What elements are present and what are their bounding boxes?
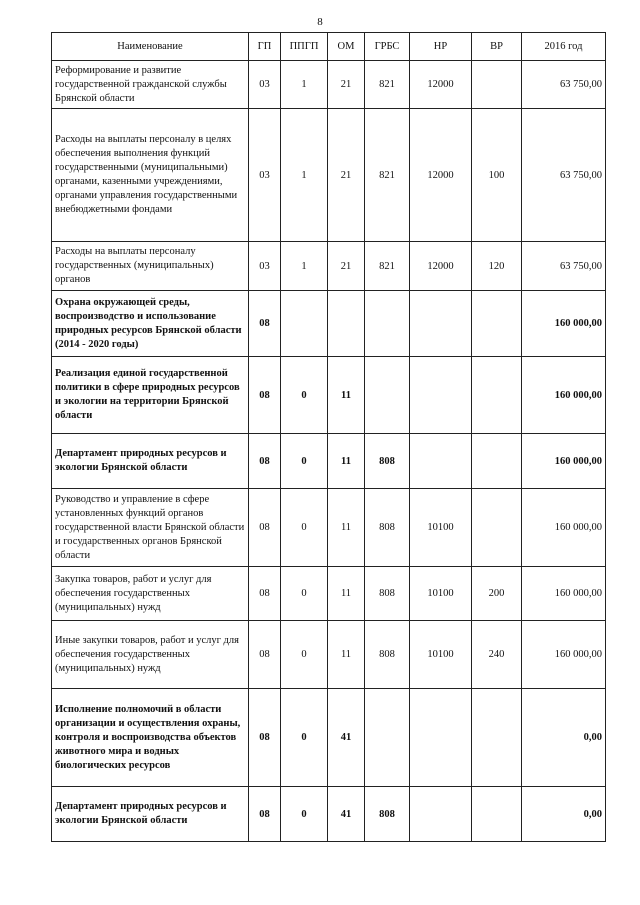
table-row bbox=[52, 242, 606, 291]
cell-vr bbox=[472, 61, 522, 109]
cell-amount: 160 000,00 bbox=[522, 489, 606, 567]
cell-gp: 08 bbox=[249, 787, 281, 842]
cell-ppgp: 0 bbox=[281, 621, 328, 689]
cell-nr: 12000 bbox=[410, 61, 472, 109]
cell-gp: 08 bbox=[249, 567, 281, 621]
cell-vr bbox=[472, 489, 522, 567]
cell-amount: 63 750,00 bbox=[522, 242, 606, 291]
cell-gp: 03 bbox=[249, 109, 281, 242]
cell-ppgp: 1 bbox=[281, 109, 328, 242]
cell-nr: 12000 bbox=[410, 109, 472, 242]
cell-grbs: 808 bbox=[365, 489, 410, 567]
table-row bbox=[52, 434, 606, 489]
cell-nr bbox=[410, 434, 472, 489]
table-row bbox=[52, 489, 606, 567]
cell-om: 41 bbox=[328, 787, 365, 842]
cell-om: 11 bbox=[328, 357, 365, 434]
table-row bbox=[52, 109, 606, 242]
header-year: 2016 год bbox=[522, 33, 606, 61]
cell-om: 21 bbox=[328, 109, 365, 242]
cell-name: Департамент природных ресурсов и экологии Брянской области bbox=[52, 434, 249, 489]
cell-name: Исполнение полномочий в области организации и осуществления охраны, контроля и воспроизводства объектов животного мира и водных биологических ресурсов bbox=[52, 689, 249, 787]
cell-name: Расходы на выплаты персоналу в целях обеспечения выполнения функций государственными (муниципальными) органами, казенными учреждениями, органами управления государственными внебюджетными фондами bbox=[52, 109, 249, 242]
table-row bbox=[52, 787, 606, 842]
cell-name: Иные закупки товаров, работ и услуг для обеспечения государственных (муниципальных) нужд bbox=[52, 621, 249, 689]
cell-name: Руководство и управление в сфере установленных функций органов государственной власти Брянской области и государственных органов Брянской области bbox=[52, 489, 249, 567]
cell-amount: 160 000,00 bbox=[522, 291, 606, 357]
cell-gp: 03 bbox=[249, 242, 281, 291]
cell-ppgp: 0 bbox=[281, 357, 328, 434]
cell-amount: 63 750,00 bbox=[522, 109, 606, 242]
cell-ppgp bbox=[281, 291, 328, 357]
cell-ppgp: 0 bbox=[281, 434, 328, 489]
cell-ppgp: 0 bbox=[281, 787, 328, 842]
cell-grbs: 821 bbox=[365, 242, 410, 291]
cell-gp: 08 bbox=[249, 291, 281, 357]
table-row bbox=[52, 689, 606, 787]
cell-amount: 0,00 bbox=[522, 689, 606, 787]
cell-nr bbox=[410, 357, 472, 434]
cell-om: 11 bbox=[328, 621, 365, 689]
cell-name: Расходы на выплаты персоналу государственных (муниципальных) органов bbox=[52, 242, 249, 291]
table-header-row bbox=[52, 33, 606, 61]
cell-amount: 160 000,00 bbox=[522, 357, 606, 434]
table-row bbox=[52, 567, 606, 621]
cell-name: Охрана окружающей среды, воспроизводство и использование природных ресурсов Брянской области (2014 - 2020 годы) bbox=[52, 291, 249, 357]
cell-name: Реформирование и развитие государственной гражданской службы Брянской области bbox=[52, 61, 249, 109]
header-nr: НР bbox=[410, 33, 472, 61]
header-ppgp: ППГП bbox=[281, 33, 328, 61]
budget-table bbox=[51, 32, 606, 842]
cell-grbs bbox=[365, 357, 410, 434]
cell-gp: 08 bbox=[249, 689, 281, 787]
cell-ppgp: 0 bbox=[281, 489, 328, 567]
cell-gp: 03 bbox=[249, 61, 281, 109]
cell-amount: 160 000,00 bbox=[522, 621, 606, 689]
table-row bbox=[52, 291, 606, 357]
cell-gp: 08 bbox=[249, 357, 281, 434]
cell-grbs: 808 bbox=[365, 567, 410, 621]
header-name: Наименование bbox=[52, 33, 249, 61]
cell-gp: 08 bbox=[249, 434, 281, 489]
cell-name: Реализация единой государственной политики в сфере природных ресурсов и экологии на территории Брянской области bbox=[52, 357, 249, 434]
cell-amount: 0,00 bbox=[522, 787, 606, 842]
cell-om bbox=[328, 291, 365, 357]
cell-vr: 120 bbox=[472, 242, 522, 291]
cell-nr: 10100 bbox=[410, 621, 472, 689]
header-grbs: ГРБС bbox=[365, 33, 410, 61]
cell-name: Департамент природных ресурсов и экологии Брянской области bbox=[52, 787, 249, 842]
cell-nr: 10100 bbox=[410, 567, 472, 621]
cell-nr: 10100 bbox=[410, 489, 472, 567]
cell-ppgp: 0 bbox=[281, 689, 328, 787]
cell-om: 11 bbox=[328, 434, 365, 489]
cell-vr bbox=[472, 291, 522, 357]
cell-om: 21 bbox=[328, 61, 365, 109]
table-row bbox=[52, 621, 606, 689]
cell-amount: 160 000,00 bbox=[522, 434, 606, 489]
cell-ppgp: 1 bbox=[281, 61, 328, 109]
cell-vr bbox=[472, 357, 522, 434]
table-body bbox=[52, 61, 606, 842]
cell-nr bbox=[410, 291, 472, 357]
cell-om: 11 bbox=[328, 489, 365, 567]
cell-vr bbox=[472, 787, 522, 842]
header-vr: ВР bbox=[472, 33, 522, 61]
header-gp: ГП bbox=[249, 33, 281, 61]
cell-grbs: 821 bbox=[365, 61, 410, 109]
cell-grbs: 808 bbox=[365, 621, 410, 689]
cell-grbs bbox=[365, 689, 410, 787]
cell-ppgp: 1 bbox=[281, 242, 328, 291]
cell-vr bbox=[472, 689, 522, 787]
cell-grbs bbox=[365, 291, 410, 357]
cell-nr: 12000 bbox=[410, 242, 472, 291]
cell-nr bbox=[410, 787, 472, 842]
cell-vr: 100 bbox=[472, 109, 522, 242]
cell-om: 21 bbox=[328, 242, 365, 291]
cell-gp: 08 bbox=[249, 489, 281, 567]
cell-om: 41 bbox=[328, 689, 365, 787]
cell-vr: 200 bbox=[472, 567, 522, 621]
header-om: ОМ bbox=[328, 33, 365, 61]
page-number: 8 bbox=[317, 16, 323, 28]
cell-amount: 63 750,00 bbox=[522, 61, 606, 109]
cell-ppgp: 0 bbox=[281, 567, 328, 621]
cell-amount: 160 000,00 bbox=[522, 567, 606, 621]
table-row bbox=[52, 357, 606, 434]
cell-name: Закупка товаров, работ и услуг для обеспечения государственных (муниципальных) нужд bbox=[52, 567, 249, 621]
cell-vr bbox=[472, 434, 522, 489]
cell-grbs: 821 bbox=[365, 109, 410, 242]
table-row bbox=[52, 61, 606, 109]
cell-vr: 240 bbox=[472, 621, 522, 689]
cell-nr bbox=[410, 689, 472, 787]
cell-grbs: 808 bbox=[365, 434, 410, 489]
cell-om: 11 bbox=[328, 567, 365, 621]
cell-grbs: 808 bbox=[365, 787, 410, 842]
cell-gp: 08 bbox=[249, 621, 281, 689]
